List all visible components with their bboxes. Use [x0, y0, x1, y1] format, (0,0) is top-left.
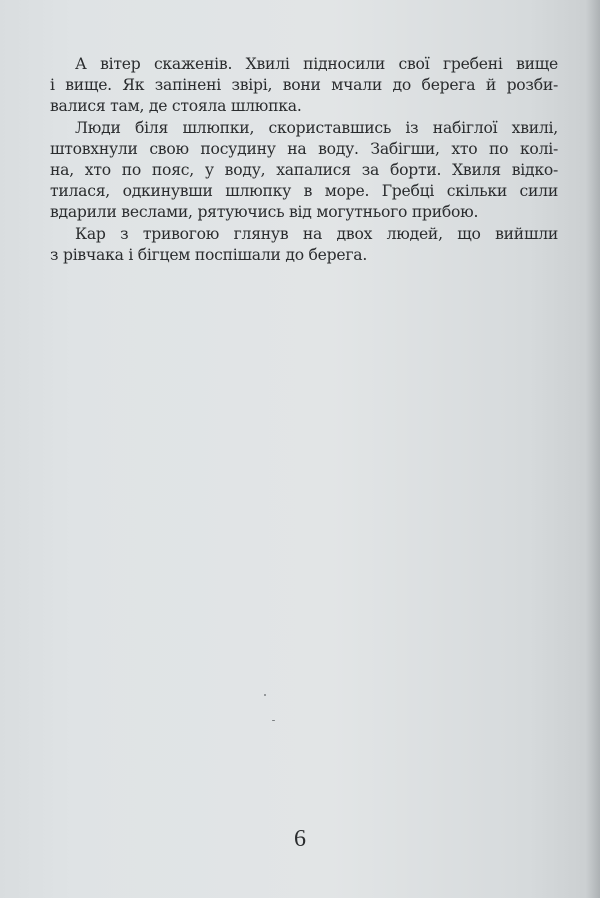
body-text: [50, 54, 558, 266]
paragraph-2: [50, 118, 558, 224]
text-line: Люди біля шлюпки, скориставшись із набіглої хвилі,: [75, 118, 558, 137]
text-line: А вітер скаженів. Хвилі підносили свої гребені вище: [75, 55, 558, 73]
paper-speck: [264, 694, 266, 696]
text-line: тилася, одкинувши шлюпку в море. Гребці скільки сили: [50, 182, 558, 201]
paragraph-3: [50, 224, 558, 266]
text-line: валися там, де стояла шлюпка.: [50, 97, 302, 116]
text-line: вдарили веслами, рятуючись від могутнього прибою.: [50, 203, 479, 222]
text-line: на, хто по пояс, у воду, хапалися за борти. Хвиля відко-: [50, 161, 558, 180]
text-line: і вище. Як запінені звірі, вони мчали до берега й розби-: [50, 76, 558, 95]
text-line: з рівчака і бігцем поспішали до берега.: [50, 245, 368, 264]
page-number: 6: [294, 826, 306, 852]
paragraph-1: [50, 54, 558, 118]
text-line: Кар з тривогою глянув на двох людей, що вийшли: [75, 224, 558, 243]
paper-speck: [272, 720, 275, 721]
text-line: штовхнули свою посудину на воду. Забігши, хто по колі-: [50, 139, 558, 158]
